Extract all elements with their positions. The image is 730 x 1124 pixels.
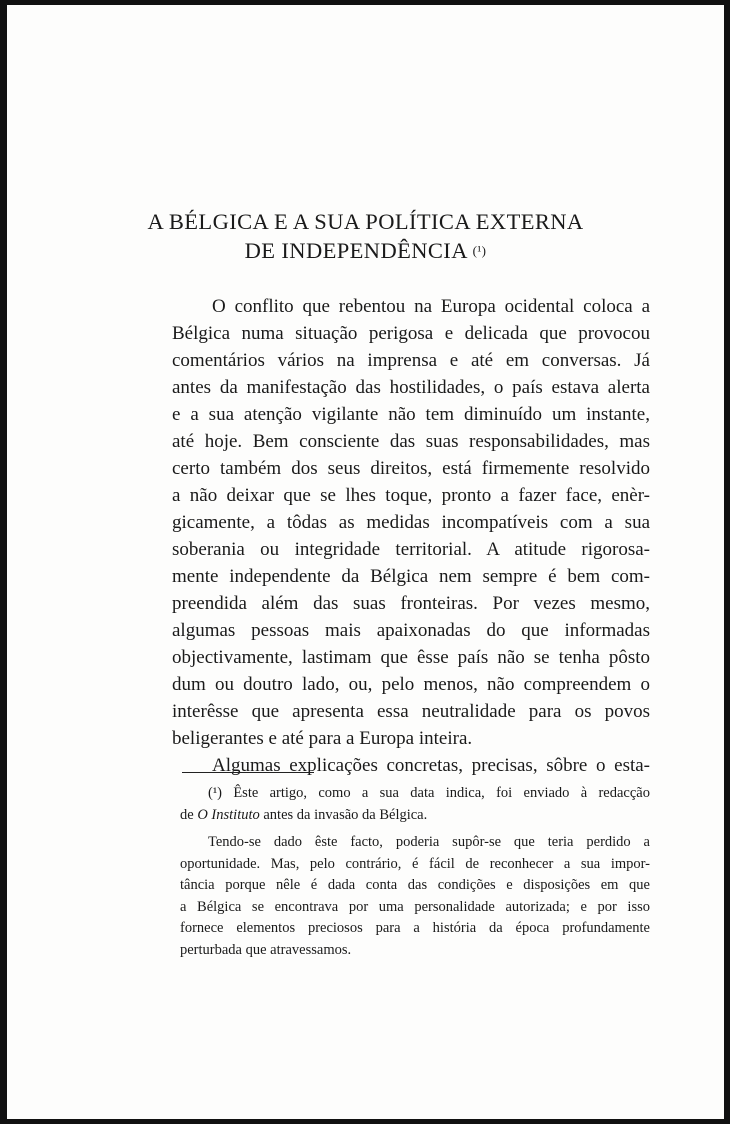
footnote-line: oportunidade. Mas, pelo contrário, é fácil de reconhecer a sua impor- — [180, 855, 650, 872]
body-line: dum ou doutro lado, ou, pelo menos, não compreendem o — [172, 674, 650, 695]
footnotes — [180, 783, 650, 961]
body-line: soberania ou integridade territorial. A atitude rigorosa- — [172, 539, 650, 560]
title-line-2 — [67, 236, 664, 265]
footnote-divider — [182, 772, 314, 773]
footnote-line: tância porque nêle é dada conta das condições e disposições em que — [180, 877, 650, 893]
body-line: objectivamente, lastimam que êsse país não se tenha pôsto — [172, 647, 650, 668]
body-line: interêsse que apresenta essa neutralidade para os povos — [172, 701, 650, 722]
footnote-line: Tendo-se dado êste facto, poderia supôr-se que teria perdido a — [208, 834, 650, 850]
title-line-2-text: DE INDEPENDÊNCIA — [244, 238, 467, 263]
footnote-reference: (¹) — [472, 243, 487, 258]
body-line: Bélgica numa situação perigosa e delicada que provocou — [172, 323, 650, 344]
body-line: Algumas explicações concretas, precisas, sôbre o esta- — [212, 755, 650, 776]
body-line: beligerantes e até para a Europa inteira. — [172, 728, 473, 749]
title-line-1: A BÉLGICA E A SUA POLÍTICA EXTERNA — [147, 209, 584, 234]
publication-name: O Instituto — [197, 806, 260, 823]
article-title — [67, 207, 664, 265]
footnote-line: fornece elementos preciosos para a história da época profundamente — [180, 920, 650, 936]
body-line: preendida além das suas fronteiras. Por vezes mesmo, — [172, 593, 650, 614]
body-line: O conflito que rebentou na Europa ocidental coloca a — [212, 296, 650, 317]
body-line: até hoje. Bem consciente das suas responsabilidades, mas — [172, 431, 650, 452]
body-line: certo também dos seus direitos, está firmemente resolvido — [172, 458, 650, 479]
footnote-line — [180, 805, 650, 827]
body-line: comentários vários na imprensa e até em conversas. Já — [172, 350, 650, 371]
article-body — [172, 293, 650, 779]
body-line: antes da manifestação das hostilidades, o país estava alerta — [172, 377, 650, 398]
body-line: algumas pessoas mais apaixonadas do que informadas — [172, 620, 650, 641]
footnote-line: a Bélgica se encontrava por uma personalidade autorizada; e por isso — [180, 898, 650, 915]
footnote-line: (¹) Êste artigo, como a sua data indica, foi enviado à redacção — [208, 785, 650, 801]
body-line: mente independente da Bélgica nem sempre é bem com- — [172, 566, 650, 587]
body-line: a não deixar que se lhes toque, pronto a fazer face, enèr- — [172, 485, 650, 506]
footnote-line-2-suffix: antes da invasão da Bélgica. — [263, 806, 428, 823]
footnote-line-2-prefix: de — [180, 806, 194, 823]
footnote-line: perturbada que atravessamos. — [180, 941, 352, 958]
body-line: gicamente, a tôdas as medidas incompatíveis com a sua — [172, 512, 650, 533]
body-line: e a sua atenção vigilante não tem diminuído um instante, — [172, 404, 650, 425]
